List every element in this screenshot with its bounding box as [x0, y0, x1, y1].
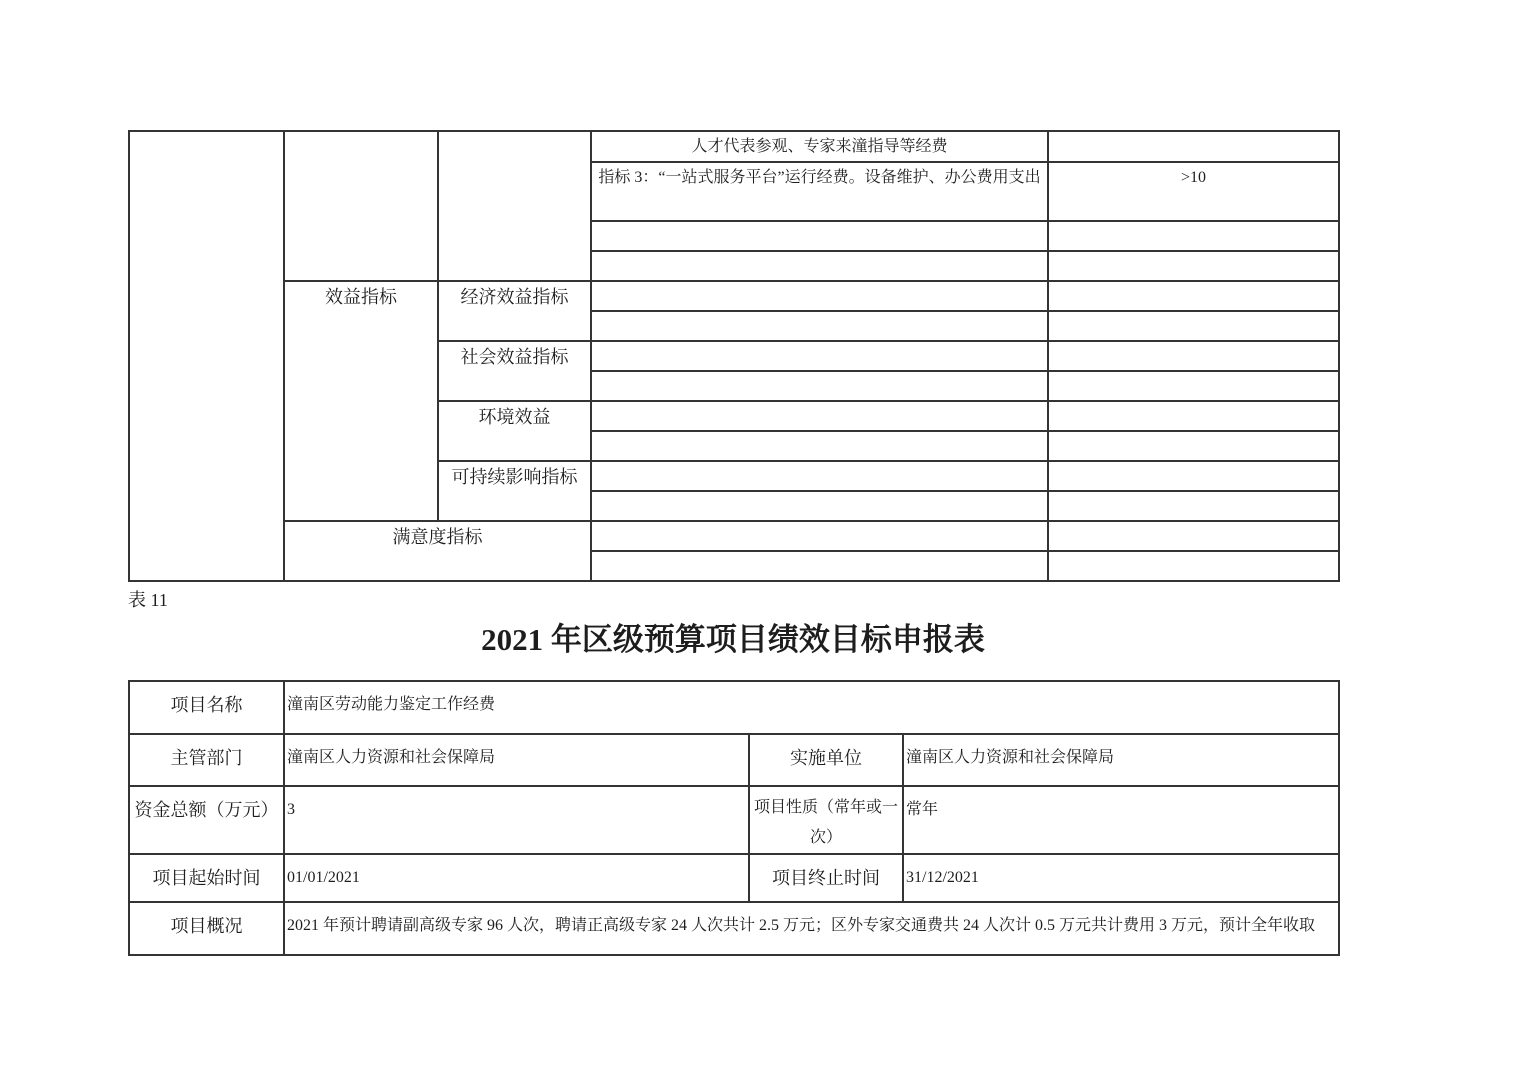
- category-span-cell: [284, 131, 438, 281]
- table-row: [129, 131, 1339, 162]
- project-declaration-table: [128, 680, 1340, 956]
- implement-unit-label: 实施单位: [749, 734, 903, 786]
- empty-cell: [591, 521, 1048, 551]
- end-date-value: 31/12/2021: [903, 854, 1339, 902]
- indicator3-target-cell: >10: [1048, 162, 1339, 221]
- empty-cell: [591, 461, 1048, 491]
- table-caption: 表 11: [128, 590, 168, 610]
- empty-cell: [591, 491, 1048, 521]
- empty-cell: [591, 551, 1048, 581]
- department-value: 潼南区人力资源和社会保障局: [284, 734, 749, 786]
- project-nature-label: 项目性质（常年或一次）: [749, 786, 903, 854]
- table-row: [129, 902, 1339, 955]
- table-row: [129, 786, 1339, 854]
- overview-label: 项目概况: [129, 902, 284, 955]
- empty-cell: [591, 371, 1048, 401]
- total-fund-value: 3: [284, 786, 749, 854]
- project-name-label: 项目名称: [129, 681, 284, 734]
- implement-unit-value: 潼南区人力资源和社会保障局: [903, 734, 1339, 786]
- benefit-indicator-cell: 效益指标: [284, 281, 438, 521]
- department-label: 主管部门: [129, 734, 284, 786]
- project-nature-value: 常年: [903, 786, 1339, 854]
- table-row: [129, 854, 1339, 902]
- empty-cell: [1048, 251, 1339, 281]
- empty-cell: [1048, 521, 1339, 551]
- output-indicator-tail-cell: 人才代表参观、专家来潼指导等经费: [591, 131, 1048, 162]
- page-title: 2021 年区级预算项目绩效目标申报表: [481, 622, 985, 657]
- start-date-value: 01/01/2021: [284, 854, 749, 902]
- empty-cell: [1048, 371, 1339, 401]
- subcategory-span-cell: [438, 131, 591, 281]
- economic-benefit-cell: 经济效益指标: [438, 281, 591, 341]
- empty-cell: [591, 311, 1048, 341]
- empty-cell: [591, 251, 1048, 281]
- sustainability-cell: 可持续影响指标: [438, 461, 591, 521]
- empty-cell: [591, 341, 1048, 371]
- start-date-label: 项目起始时间: [129, 854, 284, 902]
- total-fund-label: 资金总额（万元）: [129, 786, 284, 854]
- performance-indicator-table: [128, 130, 1340, 582]
- overview-value: 2021 年预计聘请副高级专家 96 人次，聘请正高级专家 24 人次共计 2.5 万元；区外专家交通费共 24 人次计 0.5 万元共计费用 3 万元，预计全年收取: [284, 902, 1339, 955]
- project-name-value: 潼南区劳动能力鉴定工作经费: [284, 681, 1339, 734]
- empty-cell: [1048, 461, 1339, 491]
- empty-cell: [1048, 491, 1339, 521]
- empty-cell: [591, 221, 1048, 251]
- table-row: [129, 521, 1339, 551]
- empty-cell: [1048, 401, 1339, 431]
- empty-cell: [1048, 551, 1339, 581]
- target-empty-cell: [1048, 131, 1339, 162]
- table-row: [129, 681, 1339, 734]
- empty-cell: [591, 401, 1048, 431]
- social-benefit-cell: 社会效益指标: [438, 341, 591, 401]
- satisfaction-cell: 满意度指标: [284, 521, 591, 581]
- empty-cell: [591, 431, 1048, 461]
- indicator3-cell: 指标 3：“一站式服务平台”运行经费。设备维护、办公费用支出: [591, 162, 1048, 221]
- empty-cell: [1048, 431, 1339, 461]
- left-span-cell: [129, 131, 284, 581]
- end-date-label: 项目终止时间: [749, 854, 903, 902]
- empty-cell: [1048, 341, 1339, 371]
- empty-cell: [591, 281, 1048, 311]
- table-row: [129, 734, 1339, 786]
- empty-cell: [1048, 281, 1339, 311]
- empty-cell: [1048, 221, 1339, 251]
- empty-cell: [1048, 311, 1339, 341]
- table-row: [129, 281, 1339, 311]
- environment-benefit-cell: 环境效益: [438, 401, 591, 461]
